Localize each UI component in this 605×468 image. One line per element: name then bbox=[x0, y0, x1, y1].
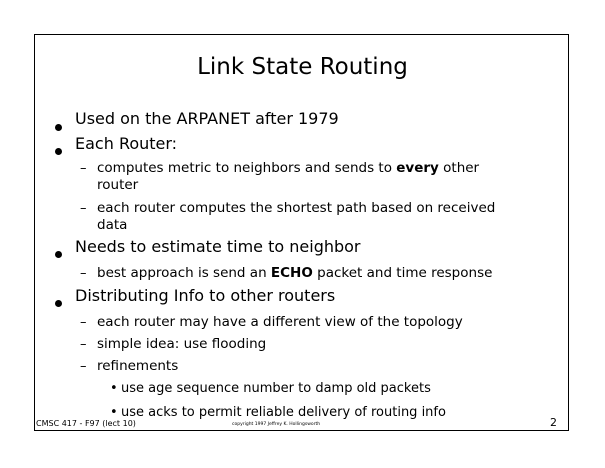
sub-text-part: packet and time response bbox=[312, 265, 493, 281]
sub-dash: – bbox=[80, 266, 87, 281]
bullet-text: Each Router: bbox=[75, 134, 178, 153]
subsub-item-text: use acks to permit reliable delivery of routing info bbox=[121, 405, 446, 420]
sub-item-text: each router computes the shortest path based on received bbox=[97, 200, 496, 216]
sub-text-part: best approach is send an bbox=[97, 265, 271, 281]
sub-item-text: refinements bbox=[97, 358, 179, 374]
sub-text-bold: ECHO bbox=[270, 265, 313, 281]
subsub-dot: • bbox=[110, 381, 118, 396]
bullet-dot bbox=[55, 124, 62, 131]
bullet-dot bbox=[55, 300, 62, 307]
sub-item-text bbox=[97, 160, 479, 177]
subsub-dot: • bbox=[110, 405, 118, 420]
sub-item-cont: data bbox=[97, 217, 128, 233]
sub-text-part: computes metric to neighbors and sends to bbox=[97, 160, 397, 176]
sub-dash: – bbox=[80, 161, 87, 176]
sub-dash: – bbox=[80, 359, 87, 374]
sub-text-bold: every bbox=[396, 160, 439, 176]
bullet-text: Used on the ARPANET after 1979 bbox=[75, 109, 339, 128]
page-number: 2 bbox=[550, 416, 557, 429]
sub-dash: – bbox=[80, 337, 87, 352]
sub-item-cont: router bbox=[97, 177, 139, 193]
sub-item-text bbox=[97, 265, 492, 282]
sub-text-part: other bbox=[438, 160, 480, 176]
sub-dash: – bbox=[80, 315, 87, 330]
sub-item-text: simple idea: use flooding bbox=[97, 336, 267, 352]
copyright-footer: copyright 1997 Jeffrey K. Hollingsworth bbox=[232, 422, 321, 427]
bullet-dot bbox=[55, 148, 62, 155]
sub-item-text: each router may have a different view of the topology bbox=[97, 314, 463, 330]
course-footer: CMSC 417 - F97 (lect 10) bbox=[36, 419, 136, 428]
subsub-item-text: use age sequence number to damp old packets bbox=[121, 381, 431, 396]
bullet-text: Needs to estimate time to neighbor bbox=[75, 237, 361, 256]
bullet-dot bbox=[55, 251, 62, 258]
sub-dash: – bbox=[80, 201, 87, 216]
bullet-text: Distributing Info to other routers bbox=[75, 286, 336, 305]
slide-title: Link State Routing bbox=[197, 54, 408, 80]
